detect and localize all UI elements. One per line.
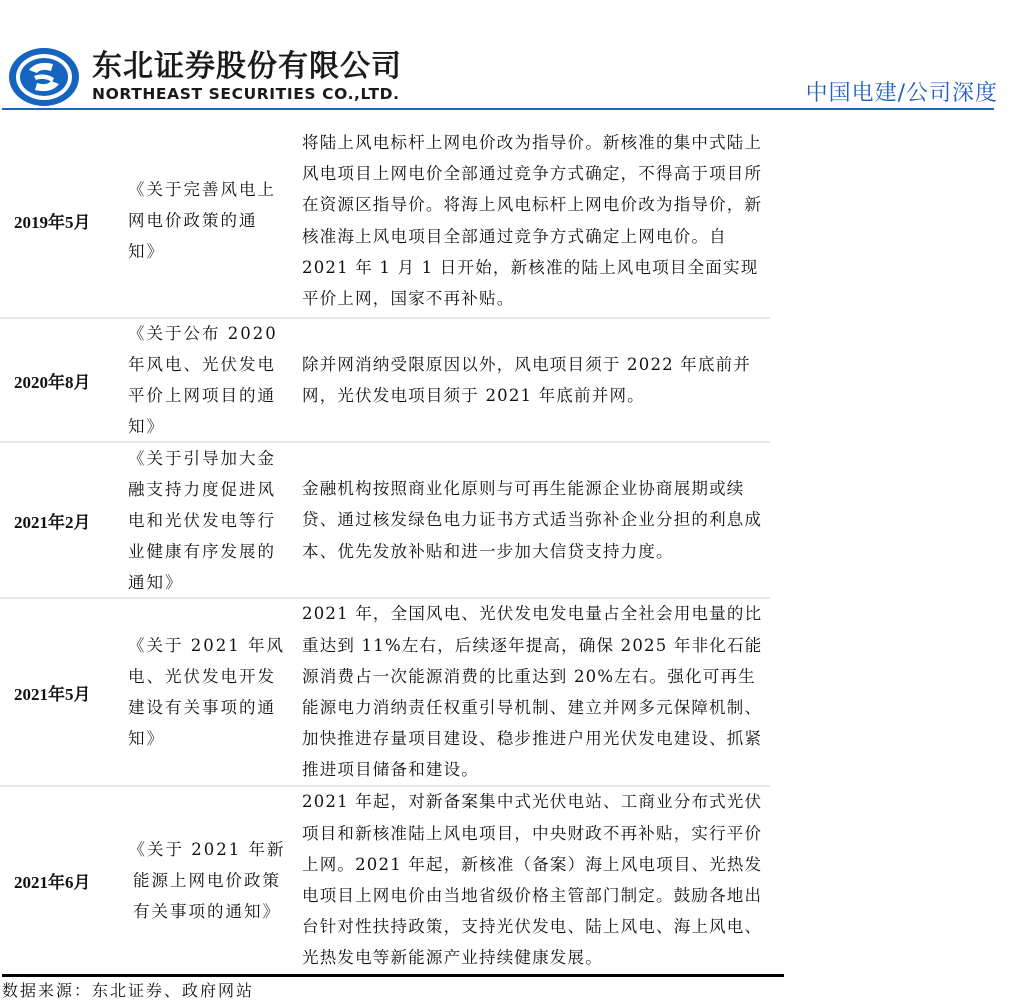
content-cell: 将陆上风电标杆上网电价改为指导价。新核准的集中式陆上风电项目上网电价全部通过竞争方式确定，不得高于项目所在资源区指导价。将海上风电标杆上网电价改为指导价，新核准海上风电项目全部通过竞争方式确定上网电价。自 2021 年 1 月 1 日开始，新核准的陆上风电项目全面实现平价上网，国家不再补贴。 <box>302 132 763 308</box>
document-cell: 《关于 2021 年风电、光伏发电开发建设有关事项的通知》 <box>128 636 285 748</box>
table-row <box>0 319 770 443</box>
content-cell: 2021 年，全国风电、光伏发电发电量占全社会用电量的比重达到 11%左右，后续逐年提高，确保 2025 年非化石能源消费占一次能源消费的比重达到 20%左右。强化可再生能源电力消纳责任权重引导机制、建立并网多元保障机制、加快推进存量项目建设、稳步推进户用光伏发电建设、抓紧推进项目储备和建设。 <box>302 604 763 780</box>
date-cell: 2021年5月 <box>14 684 91 704</box>
table-bottom-rule <box>2 974 784 977</box>
date-cell: 2020年8月 <box>14 372 91 392</box>
document-cell: 《关于公布 2020 年风电、光伏发电平价上网项目的通知》 <box>128 324 278 436</box>
date-cell: 2019年5月 <box>14 213 91 232</box>
date-cell: 2021年6月 <box>14 872 91 892</box>
date-cell: 2021年2月 <box>14 512 91 532</box>
content-cell: 2021 年起，对新备案集中式光伏电站、工商业分布式光伏项目和新核准陆上风电项目，中央财政不再补贴，实行平价上网。2021 年起，新核准（备案）海上风电项目、光热发电项目上网电价由当地省级价格主管部门制定。鼓励各地出台针对性扶持政策，支持光伏发电、陆上风电、海上风电、光热发电等新能源产业持续健康发展。 <box>302 792 763 968</box>
header-divider <box>2 108 994 110</box>
northeast-securities-logo-icon <box>7 46 81 108</box>
document-cell: 《关于引导加大金融支持力度促进风电和光伏发电等行业健康有序发展的通知》 <box>128 448 276 592</box>
company-name-en: NORTHEAST SECURITIES CO.,LTD. <box>92 85 400 103</box>
table-row <box>0 599 770 787</box>
table-row <box>0 443 770 599</box>
content-cell: 金融机构按照商业化原则与可再生能源企业协商展期或续贷、通过核发绿色电力证书方式适当弥补企业分担的利息成本、优先发放补贴和进一步加大信贷支持力度。 <box>302 479 763 561</box>
document-cell: 《关于完善风电上网电价政策的通知》 <box>128 180 276 261</box>
report-category-tag: 中国电建/公司深度 <box>805 81 998 106</box>
data-source-note: 数据来源：东北证券、政府网站 <box>2 981 255 1000</box>
report-header <box>0 0 1014 115</box>
table-row <box>0 787 770 973</box>
document-cell: 《关于 2021 年新能源上网电价政策有关事项的通知》 <box>128 839 286 921</box>
company-name-cn: 东北证券股份有限公司 <box>92 49 402 84</box>
table-row <box>0 124 770 319</box>
content-cell: 除并网消纳受限原因以外，风电项目须于 2022 年底前并网，光伏发电项目须于 2021 年底前并网。 <box>302 354 752 405</box>
